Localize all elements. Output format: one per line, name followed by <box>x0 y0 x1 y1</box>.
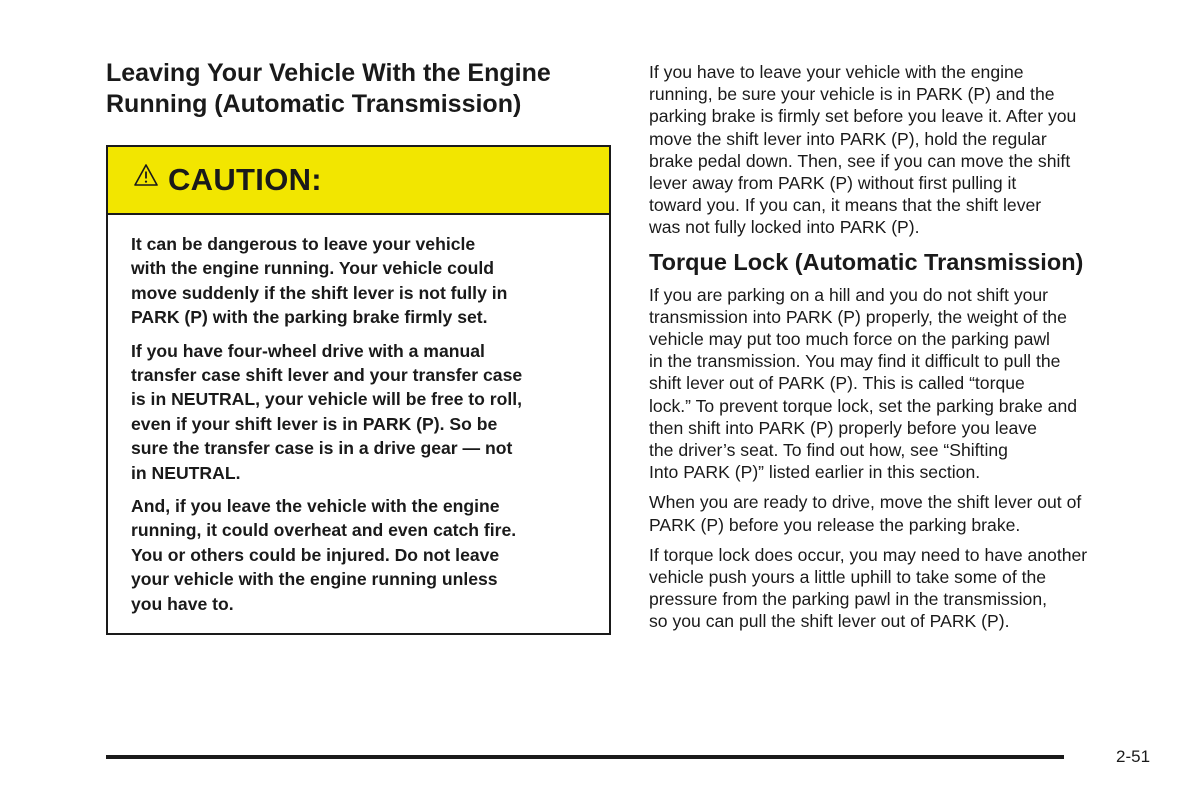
right-column <box>649 61 1159 641</box>
caution-paragraph: It can be dangerous to leave your vehicle with the engine running. Your vehicle could move suddenly if the shift lever is not fully in PARK (P) with the parking brake firmly set. <box>131 234 508 328</box>
left-column <box>106 58 611 635</box>
intro-paragraph: If you have to leave your vehicle with the engine running, be sure your vehicle is in PARK (P) and the parking brake is firmly set before you leave it. After you move the shift lever into PARK (P), hold the regular brake pedal down. Then, see if you can move the shift lever away from PARK (P) without first pulling it toward you. If you can, it means that the shift lever was not fully locked into PARK (P). <box>649 62 1077 238</box>
torque-lock-paragraph: If torque lock does occur, you may need to have another vehicle push yours a little uphill to take some of the pressure from the parking pawl in the transmission, so you can pull the shift lever out of PARK (P). <box>649 544 1088 632</box>
page-number: 2-51 <box>1116 747 1151 766</box>
caution-title: CAUTION: <box>168 162 322 197</box>
footer-divider <box>106 755 1064 759</box>
torque-lock-paragraph: If you are parking on a hill and you do not shift your transmission into PARK (P) properly, the weight of the vehicle may put too much force on the parking pawl in the transmission. You may find it difficult to pull the shift lever out of PARK (P). This is called “torque lock.” To prevent torque lock, set the parking brake and then shift into PARK (P) properly before you leave the driver’s seat. To find out how, see “Shifting Into PARK (P)” listed earlier in this section. <box>649 284 1078 483</box>
heading-line-1: Leaving Your Vehicle With the Engine Running (Automatic Transmission) <box>106 59 551 118</box>
caution-paragraph: And, if you leave the vehicle with the engine running, it could overheat and even catch fire. You or others could be injured. Do not leave your vehicle with the engine running unless you have to. <box>131 496 517 614</box>
caution-header <box>108 147 609 215</box>
section-heading-leaving-vehicle <box>106 58 611 120</box>
torque-lock-paragraph: When you are ready to drive, move the shift lever out of PARK (P) before you release the parking brake. <box>649 492 1082 535</box>
caution-box <box>106 145 611 635</box>
caution-paragraph: If you have four-wheel drive with a manual transfer case shift lever and your transfer case is in NEUTRAL, your vehicle will be free to roll, even if your shift lever is in PARK (P). So be sure the transfer case is in a drive gear — not in NEUTRAL. <box>131 340 523 483</box>
warning-triangle-icon <box>134 169 168 192</box>
caution-body <box>108 215 609 633</box>
section-heading-torque-lock: Torque Lock (Automatic Transmission) <box>649 248 1084 275</box>
